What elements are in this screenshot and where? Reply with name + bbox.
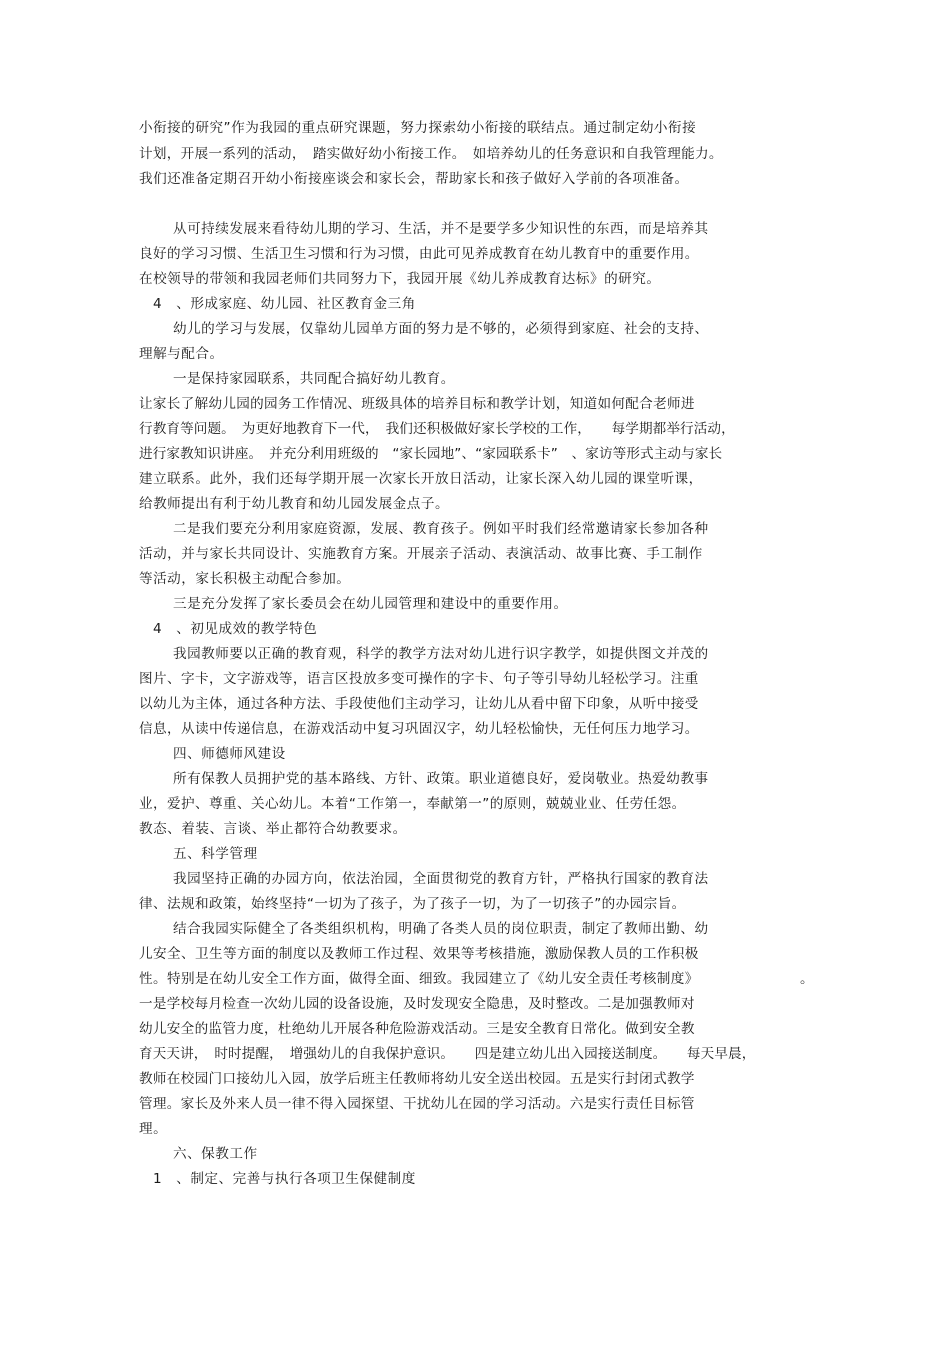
text-line: 计划，开展一系列的活动， 踏实做好幼小衔接工作。 如培养幼儿的任务意识和自我管理能力。	[139, 146, 723, 162]
text-line: 行教育等问题。 为更好地教育下一代， 我们还积极做好家长学校的工作， 每学期都举行活动，	[139, 421, 735, 437]
text-line: 。	[800, 971, 814, 987]
text-line: 结合我园实际健全了各类组织机构，明确了各类人员的岗位职责，制定了教师出勤、幼	[173, 921, 709, 937]
text-line: 三是充分发挥了家长委员会在幼儿园管理和建设中的重要作用。	[173, 596, 568, 612]
text-line: 理解与配合。	[139, 346, 224, 362]
text-line: 从可持续发展来看待幼儿期的学习、生活，并不是要学多少知识性的东西，而是培养其	[173, 221, 709, 237]
section-heading: 六、保教工作	[173, 1146, 258, 1162]
text-line: 性。特别是在幼儿安全工作方面，做得全面、细致。我园建立了《幼儿安全责任考核制度》	[139, 971, 699, 987]
text-line: 一是保持家园联系，共同配合搞好幼儿教育。	[173, 371, 455, 387]
text-line: 业，爱护、尊重、关心幼儿。本着“工作第一，奉献第一”的原则，兢兢业业、任劳任怨。	[139, 796, 686, 812]
text-line: 图片、字卡，文字游戏等，语言区投放多变可操作的字卡、句子等引导幼儿轻松学习。注重	[139, 671, 699, 687]
text-line: 让家长了解幼儿园的园务工作情况、班级具体的培养目标和教学计划，知道如何配合老师进	[139, 396, 695, 412]
text-line: 二是我们要充分利用家庭资源，发展、教育孩子。例如平时我们经常邀请家长参加各种	[173, 521, 709, 537]
text-line: 建立联系。此外，我们还每学期开展一次家长开放日活动，让家长深入幼儿园的课堂听课，	[139, 471, 703, 487]
section-heading: 4 、初见成效的教学特色	[153, 621, 318, 637]
text-line: 等活动，家长积极主动配合参加。	[139, 571, 351, 587]
text-line: 儿安全、卫生等方面的制度以及教师工作过程、效果等考核措施，激励保教人员的工作积极	[139, 946, 699, 962]
section-heading: 4 、形成家庭、幼儿园、社区教育金三角	[153, 296, 416, 312]
text-line: 育天天讲， 时时提醒， 增强幼儿的自我保护意识。 四是建立幼儿出入园接送制度。 每天早晨，	[139, 1046, 756, 1062]
text-line: 小衔接的研究”作为我园的重点研究课题，努力探索幼小衔接的联结点。通过制定幼小衔接	[139, 120, 697, 136]
text-line: 在校领导的带领和我园老师们共同努力下，我园开展《幼儿养成教育达标》的研究。	[139, 271, 661, 287]
text-line: 以幼儿为主体，通过各种方法、手段使他们主动学习，让幼儿从看中留下印象，从听中接受	[139, 696, 699, 712]
text-line: 幼儿的学习与发展，仅靠幼儿园单方面的努力是不够的，必须得到家庭、社会的支持、	[173, 321, 709, 337]
text-line: 教态、着装、言谈、举止都符合幼教要求。	[139, 821, 407, 837]
section-heading: 四、师德师风建设	[173, 746, 286, 762]
section-heading: 1 、制定、完善与执行各项卫生保健制度	[153, 1171, 416, 1187]
text-line: 我们还准备定期召开幼小衔接座谈会和家长会，帮助家长和孩子做好入学前的各项准备。	[139, 171, 689, 187]
text-line: 进行家教知识讲座。 并充分利用班级的 “家长园地”、“家园联系卡” 、家访等形式主动与家长	[139, 446, 723, 462]
text-line: 一是学校每月检查一次幼儿园的设备设施，及时发现安全隐患，及时整改。二是加强教师对	[139, 996, 695, 1012]
text-line: 活动，并与家长共同设计、实施教育方案。开展亲子活动、表演活动、故事比赛、手工制作	[139, 546, 703, 562]
text-line: 所有保教人员拥护党的基本路线、方针、政策。职业道德良好，爱岗敬业。热爱幼教事	[173, 771, 709, 787]
text-line: 我园坚持正确的办园方向，依法治园，全面贯彻党的教育方针，严格执行国家的教育法	[173, 871, 709, 887]
text-line: 理。	[139, 1121, 168, 1137]
text-line: 教师在校园门口接幼儿入园，放学后班主任教师将幼儿安全送出校园。五是实行封闭式教学	[139, 1071, 695, 1087]
text-line: 信息，从读中传递信息，在游戏活动中复习巩固汉字，幼儿轻松愉快，无任何压力地学习。	[139, 721, 699, 737]
text-line: 良好的学习习惯、生活卫生习惯和行为习惯，由此可见养成教育在幼儿教育中的重要作用。	[139, 246, 699, 262]
text-line: 幼儿安全的监管力度，杜绝幼儿开展各种危险游戏活动。三是安全教育日常化。做到安全教	[139, 1021, 695, 1037]
text-line: 我园教师要以正确的教育观，科学的教学方法对幼儿进行识字教学，如提供图文并茂的	[173, 646, 709, 662]
text-line: 管理。家长及外来人员一律不得入园探望、干扰幼儿在园的学习活动。六是实行责任目标管	[139, 1096, 695, 1112]
text-line: 给教师提出有利于幼儿教育和幼儿园发展金点子。	[139, 496, 450, 512]
section-heading: 五、科学管理	[173, 846, 258, 862]
text-line: 律、法规和政策，始终坚持“一切为了孩子，为了孩子一切，为了一切孩子”的办园宗旨。	[139, 896, 686, 912]
